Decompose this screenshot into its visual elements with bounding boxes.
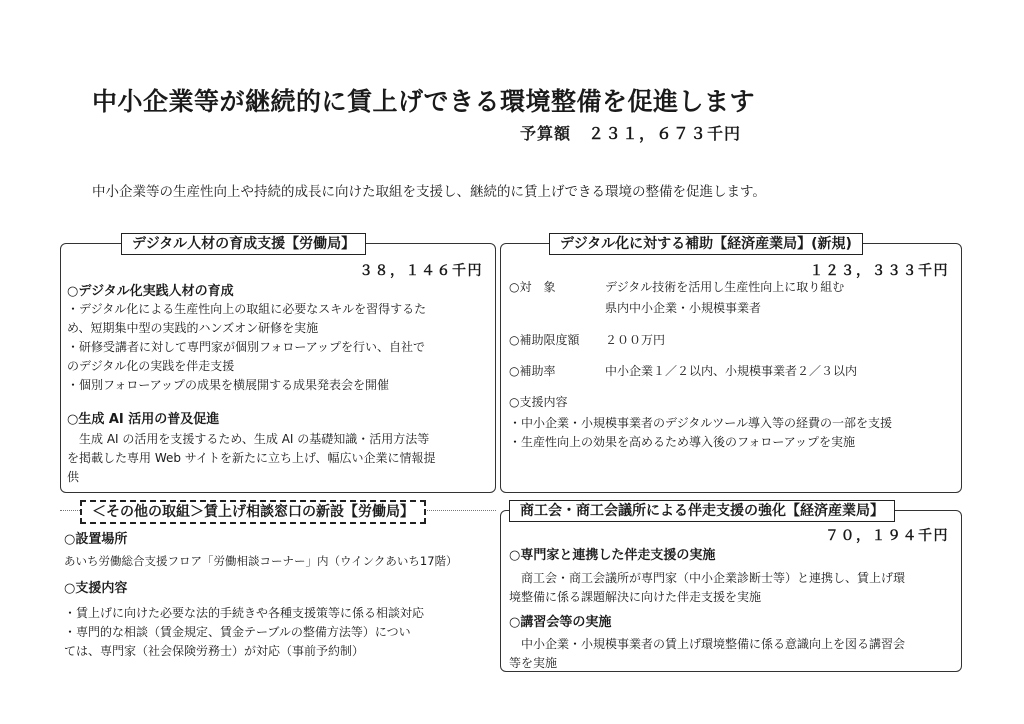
consult-header: ＜その他の取組＞賃上げ相談窓口の新設【労働局】 [80, 500, 426, 524]
chamber-line: 中小企業・小規模事業者の賃上げ環境整備に係る意識向上を図る講習会 [509, 637, 906, 651]
subsidy-target-label: ○対 象 [509, 280, 556, 294]
consult-sec2-title: ○支援内容 [64, 581, 128, 596]
subsidy-limit-value: ２００万円 [605, 333, 666, 347]
subsidy-support-line: ・中小企業・小規模事業者のデジタルツール導入等の経費の一部を支援 [509, 416, 893, 430]
chamber-amount: ７０，１９４千円 [825, 528, 949, 544]
chamber-line: 等を実施 [509, 656, 558, 670]
digital-talent-sec2-title: ○生成 AI 活用の普及促進 [67, 412, 220, 427]
chamber-line: 商工会・商工会議所が専門家（中小企業診断士等）と連携し、賃上げ環 [509, 571, 906, 585]
intro-text: 中小企業等の生産性向上や持続的成長に向けた取組を支援し、継続的に賃上げできる環境の整備を促進します。 [92, 184, 766, 200]
digital-talent-line: ・デジタル化による生産性向上の取組に必要なスキルを習得するた [67, 302, 427, 316]
chamber-header: 商工会・商工会議所による伴走支援の強化【経済産業局】 [509, 500, 895, 522]
consult-line: あいち労働総合支援フロア「労働相談コーナー」内（ウインクあいち17階） [64, 554, 458, 568]
digital-talent-line: のデジタル化の実践を伴走支援 [67, 359, 235, 373]
digital-talent-line: ・研修受講者に対して専門家が個別フォローアップを行い、自社で [67, 340, 425, 354]
digital-subsidy-header: デジタル化に対する補助【経済産業局】(新規) [549, 233, 863, 255]
budget-total: 予算額 ２３１，６７３千円 [520, 124, 742, 143]
chamber-sec1-title: ○専門家と連携した伴走支援の実施 [509, 548, 716, 563]
subsidy-rate-label: ○補助率 [509, 364, 556, 378]
digital-talent-sec1-title: ○デジタル化実践人材の育成 [67, 284, 234, 299]
digital-talent-line: ・個別フォローアップの成果を横展開する成果発表会を開催 [67, 378, 389, 392]
subsidy-limit-label: ○補助限度額 [509, 333, 580, 347]
consult-line: ・賃上げに向けた必要な法的手続きや各種支援策等に係る相談対応 [64, 606, 425, 620]
subsidy-target-line: デジタル技術を活用し生産性向上に取り組む [605, 280, 845, 294]
subsidy-support-line: ・生産性向上の効果を高めるため導入後のフォローアップを実施 [509, 435, 855, 449]
chamber-line: 境整備に係る課題解決に向けた伴走支援を実施 [509, 590, 762, 604]
digital-talent-line: 供 [67, 470, 80, 484]
page-title: 中小企業等が継続的に賃上げできる環境整備を促進します [92, 87, 756, 116]
digital-talent-box [60, 236, 496, 493]
subsidy-target-line: 県内中小企業・小規模事業者 [605, 301, 762, 315]
subsidy-rate-value: 中小企業１／２以内、小規模事業者２／３以内 [605, 364, 858, 378]
digital-subsidy-amount: １２３，３３３千円 [809, 263, 949, 279]
consult-box [60, 504, 496, 670]
digital-talent-header: デジタル人材の育成支援【労働局】 [121, 233, 366, 255]
consult-sec1-title: ○設置場所 [64, 532, 128, 547]
digital-talent-line: 生成 AI の活用を支援するため、生成 AI の基礎知識・活用方法等 [67, 432, 430, 446]
subsidy-support-label: ○支援内容 [509, 395, 568, 409]
chamber-sec2-title: ○講習会等の実施 [509, 615, 612, 630]
chamber-box [500, 503, 962, 672]
consult-line: ては、専門家（社会保険労務士）が対応（事前予約制） [64, 644, 365, 658]
digital-talent-line: め、短期集中型の実践的ハンズオン研修を実施 [67, 321, 319, 335]
digital-subsidy-box [500, 236, 962, 493]
consult-line: ・専門的な相談（賃金規定、賃金テーブルの整備方法等）につい [64, 625, 411, 639]
digital-talent-line: を掲載した専用 Web サイトを新たに立ち上げ、幅広い企業に情報提 [67, 451, 436, 465]
digital-talent-amount: ３８，１４６千円 [359, 263, 483, 279]
